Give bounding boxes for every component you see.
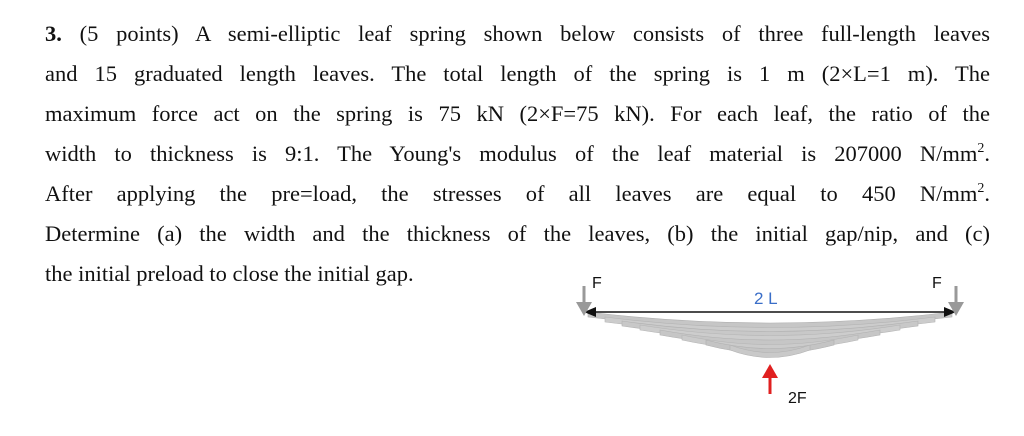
problem-number: 3. <box>45 21 62 46</box>
leaf-spring-figure <box>560 272 980 422</box>
reaction-label: 2F <box>788 390 807 407</box>
problem-line-5: After applying the pre=load, the stresses of all leaves are equal to 450 $N/mm^2$. <box>45 181 990 206</box>
reaction-force-arrow <box>762 364 778 394</box>
problem-line-7: the initial preload to close the initial gap. <box>45 261 414 286</box>
problem-line-2: and 15 graduated length leaves. The total length of the spring is 1 m (2×L=1 m). The <box>45 61 990 86</box>
problem-line-1: 3. (5 points) A semi-elliptic leaf spring shown below consists of three full-length leaves <box>45 21 991 46</box>
spring-leaves <box>588 312 952 358</box>
span-label: 2 L <box>754 289 778 308</box>
force-right-label: F <box>932 275 942 292</box>
problem-line-3: maximum force act on the spring is 75 kN (2×F=75 kN). For each leaf, the ratio of the <box>45 101 990 126</box>
force-left-label: F <box>592 275 602 292</box>
problem-line-6: Determine (a) the width and the thickness of the leaves, (b) the initial gap/nip, and (c) <box>45 221 990 246</box>
problem-line-4: width to thickness is 9:1. The Young's modulus of the leaf material is 207000 $N/mm^2$. <box>45 141 990 166</box>
